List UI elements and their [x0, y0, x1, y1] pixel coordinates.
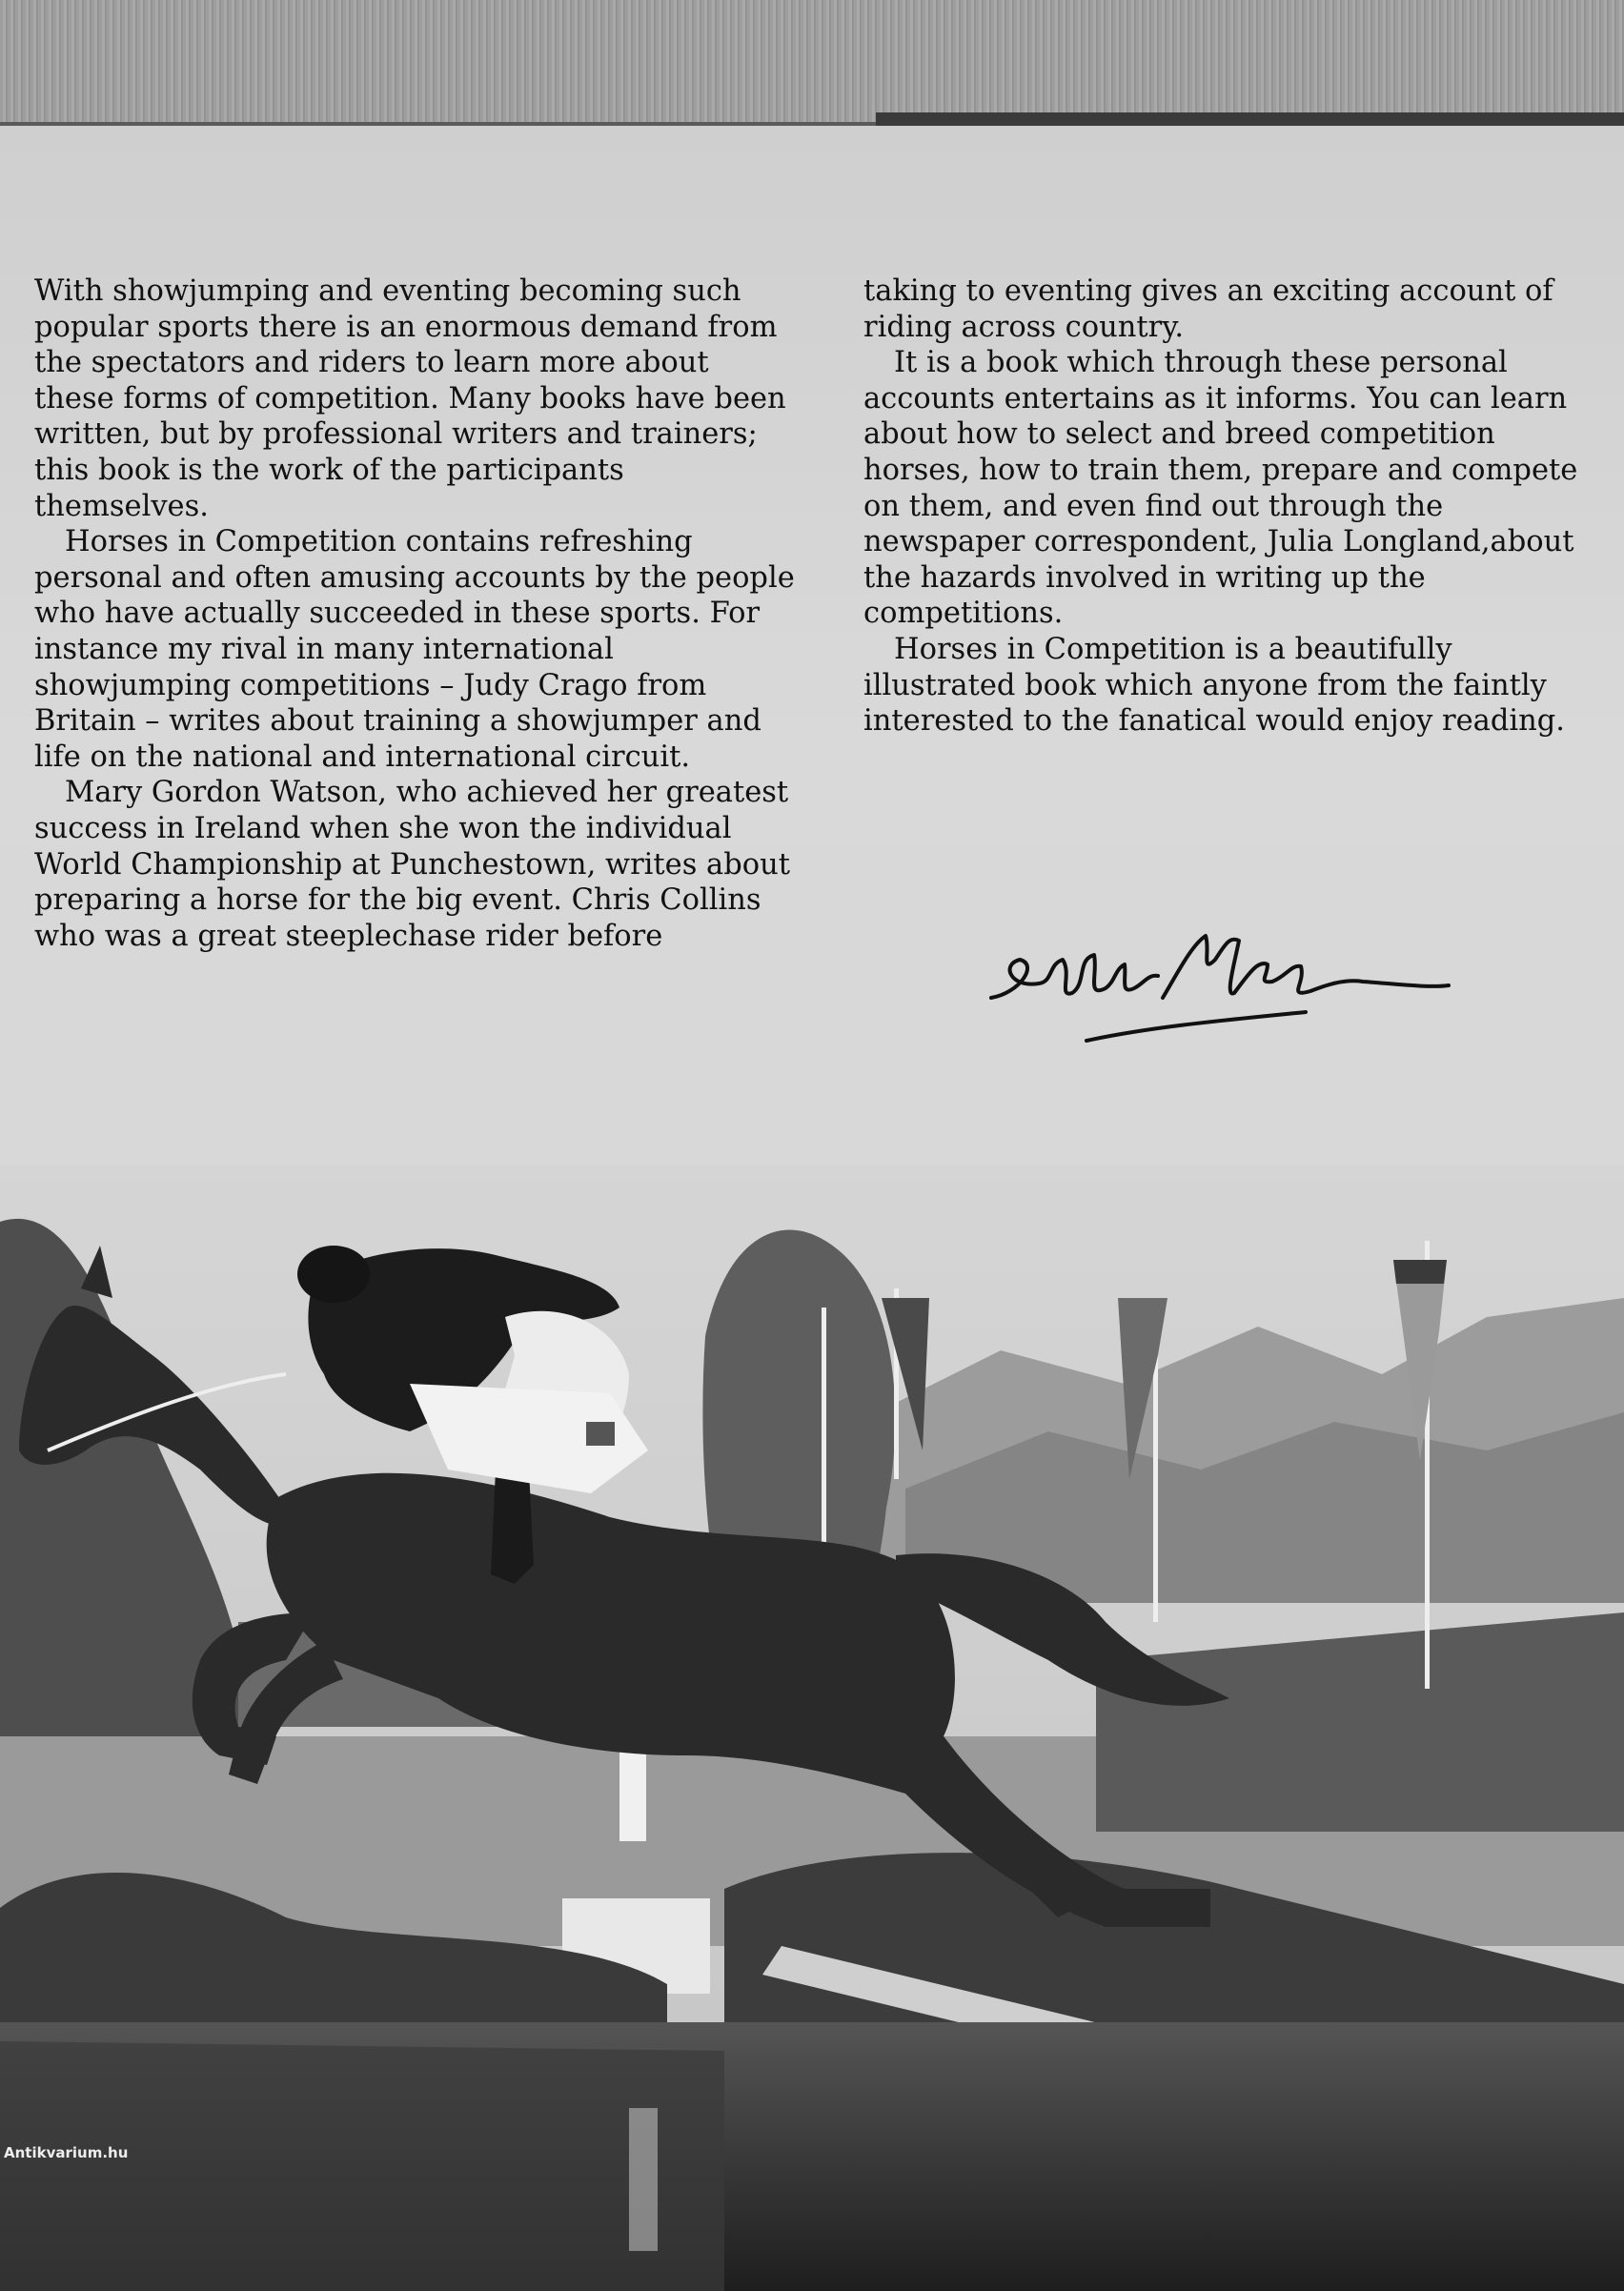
- paragraph: With showjumping and eventing becoming such popular sports there is an enormous demand from the spectators and riders to learn more about these forms of competition. Many books have been written, but by professional writers and trainers; this book is the work of the participants themselves.: [34, 274, 786, 523]
- text-column-left: [34, 274, 797, 954]
- signature: [982, 907, 1458, 1069]
- book-page: [0, 126, 1624, 2165]
- paragraph: taking to eventing gives an exciting account of riding across country.: [863, 274, 1553, 344]
- horse-jumping-photo: [0, 1165, 1624, 2291]
- paragraph: Horses in Competition is a beautifully illustrated book which anyone from the faintly interested to the fanatical would enjoy reading.: [863, 632, 1565, 739]
- watermark: Antikvarium.hu: [4, 2144, 129, 2161]
- top-strip: [0, 0, 1624, 126]
- paragraph: It is a book which through these personal accounts entertains as it informs. You can learn about how to select and breed competition horses, how to train them, prepare and compete on them, and even find out through the newspaper correspondent, Julia Longland,about the hazards involved in writing up the competitions.: [863, 346, 1578, 631]
- text-column-right: [863, 274, 1588, 740]
- paragraph: Horses in Competition contains refreshing personal and often amusing accounts by the people who have actually succeeded in these sports. For instance my rival in many international showjumping competitions – Judy Crago from Britain – writes about training a showjumper and life on the national and international circuit.: [34, 525, 795, 774]
- page-edge: [876, 112, 1624, 126]
- paragraph: Mary Gordon Watson, who achieved her greatest success in Ireland when she won the individual World Championship at Punchestown, writes about preparing a horse for the big event. Chris Collins who was a great steeplechase rider before: [34, 776, 791, 953]
